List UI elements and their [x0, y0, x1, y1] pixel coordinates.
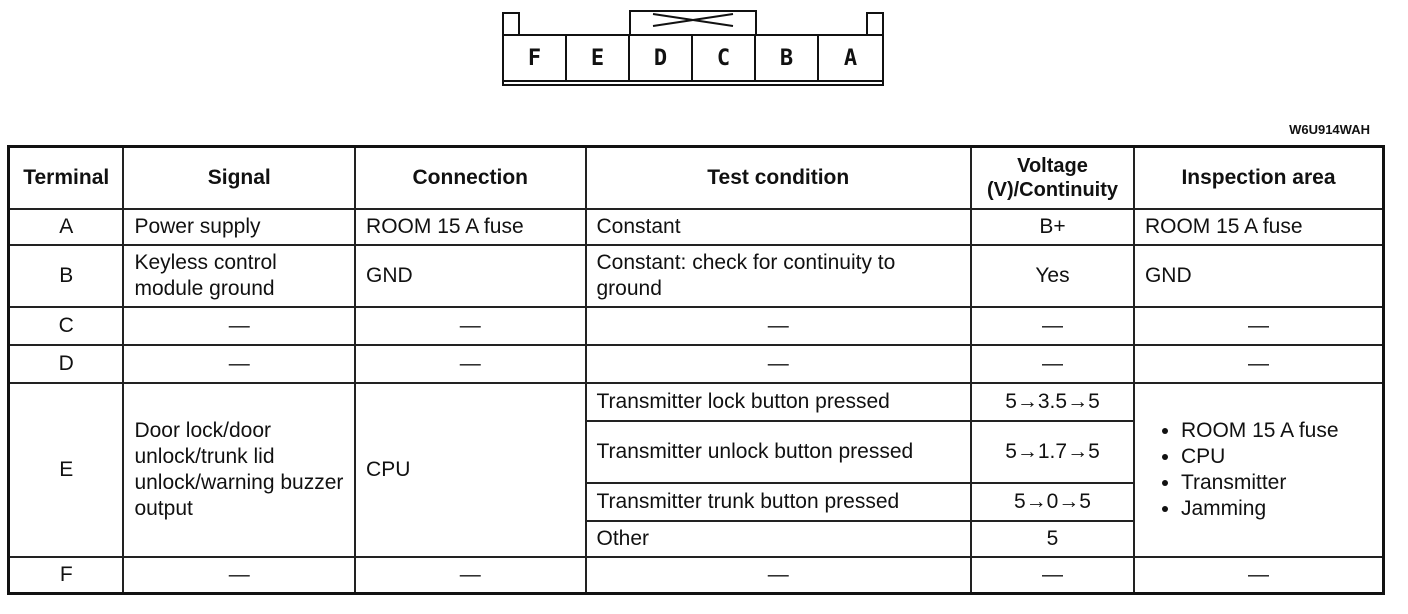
pin-d: D — [630, 36, 693, 80]
table-row — [9, 383, 1384, 421]
signal-cell: Door lock/door unlock/trunk lid unlock/warning buzzer output — [123, 383, 355, 557]
inspection-cell: — — [1134, 557, 1384, 593]
signal-cell: — — [123, 345, 355, 383]
connector-tab-left — [502, 12, 520, 34]
list-item: • Transmitter — [1181, 470, 1372, 496]
connector-latch — [629, 10, 757, 34]
header-terminal: Terminal — [9, 147, 124, 210]
signal-cell: Keyless control module ground — [123, 245, 355, 307]
signal-cell: — — [123, 557, 355, 593]
connection-cell: — — [355, 345, 585, 383]
figure-code: W6U914WAH — [1289, 122, 1370, 137]
list-item: • ROOM 15 A fuse — [1181, 418, 1372, 444]
signal-cell: Power supply — [123, 209, 355, 245]
voltage-cell: — — [971, 345, 1134, 383]
latch-cross-icon — [631, 12, 755, 34]
test-condition-cell: — — [586, 557, 972, 593]
header-connection: Connection — [355, 147, 585, 210]
test-condition-cell: Constant — [586, 209, 972, 245]
terminal-cell: D — [9, 345, 124, 383]
voltage-cell: 5→1.7→5 — [971, 421, 1134, 483]
connector-diagram — [502, 10, 884, 84]
table-row — [9, 209, 1384, 245]
terminal-cell: F — [9, 557, 124, 593]
test-condition-cell: — — [586, 345, 972, 383]
header-voltage: Voltage (V)/Continuity — [971, 147, 1134, 210]
table-row — [9, 245, 1384, 307]
pin-c: C — [693, 36, 756, 80]
voltage-cell: B+ — [971, 209, 1134, 245]
voltage-cell: 5→0→5 — [971, 483, 1134, 521]
inspection-list — [1145, 418, 1372, 522]
test-condition-cell: Other — [586, 521, 972, 557]
inspection-cell — [1134, 383, 1384, 557]
terminal-table — [7, 145, 1385, 595]
terminal-cell: E — [9, 383, 124, 557]
connection-cell: GND — [355, 245, 585, 307]
header-inspection: Inspection area — [1134, 147, 1384, 210]
test-condition-cell: Constant: check for continuity to ground — [586, 245, 972, 307]
connection-cell: — — [355, 307, 585, 345]
test-condition-cell: Transmitter unlock button pressed — [586, 421, 972, 483]
terminal-cell: C — [9, 307, 124, 345]
inspection-cell: — — [1134, 345, 1384, 383]
pin-f: F — [504, 36, 567, 80]
table-row — [9, 307, 1384, 345]
connection-cell: ROOM 15 A fuse — [355, 209, 585, 245]
connector-base — [502, 82, 884, 86]
connector-body — [502, 34, 884, 82]
inspection-cell: ROOM 15 A fuse — [1134, 209, 1384, 245]
voltage-cell: — — [971, 307, 1134, 345]
test-condition-cell: Transmitter lock button pressed — [586, 383, 972, 421]
list-item: • Jamming — [1181, 496, 1372, 522]
inspection-cell: GND — [1134, 245, 1384, 307]
pin-a: A — [843, 45, 858, 71]
pin-e: E — [567, 36, 630, 80]
header-row — [9, 147, 1384, 210]
inspection-cell: — — [1134, 307, 1384, 345]
connection-cell: — — [355, 557, 585, 593]
header-test-condition: Test condition — [586, 147, 972, 210]
test-condition-cell: Transmitter trunk button pressed — [586, 483, 972, 521]
connection-cell: CPU — [355, 383, 585, 557]
voltage-cell: 5→3.5→5 — [971, 383, 1134, 421]
table-row — [9, 557, 1384, 593]
terminal-cell: A — [9, 209, 124, 245]
voltage-cell: Yes — [971, 245, 1134, 307]
test-condition-cell: — — [586, 307, 972, 345]
voltage-cell: 5 — [971, 521, 1134, 557]
signal-cell: — — [123, 307, 355, 345]
pin-b: B — [756, 36, 819, 80]
voltage-cell: — — [971, 557, 1134, 593]
header-signal: Signal — [123, 147, 355, 210]
connector-tab-right — [866, 12, 884, 34]
list-item: • CPU — [1181, 444, 1372, 470]
table-row — [9, 345, 1384, 383]
terminal-cell: B — [9, 245, 124, 307]
